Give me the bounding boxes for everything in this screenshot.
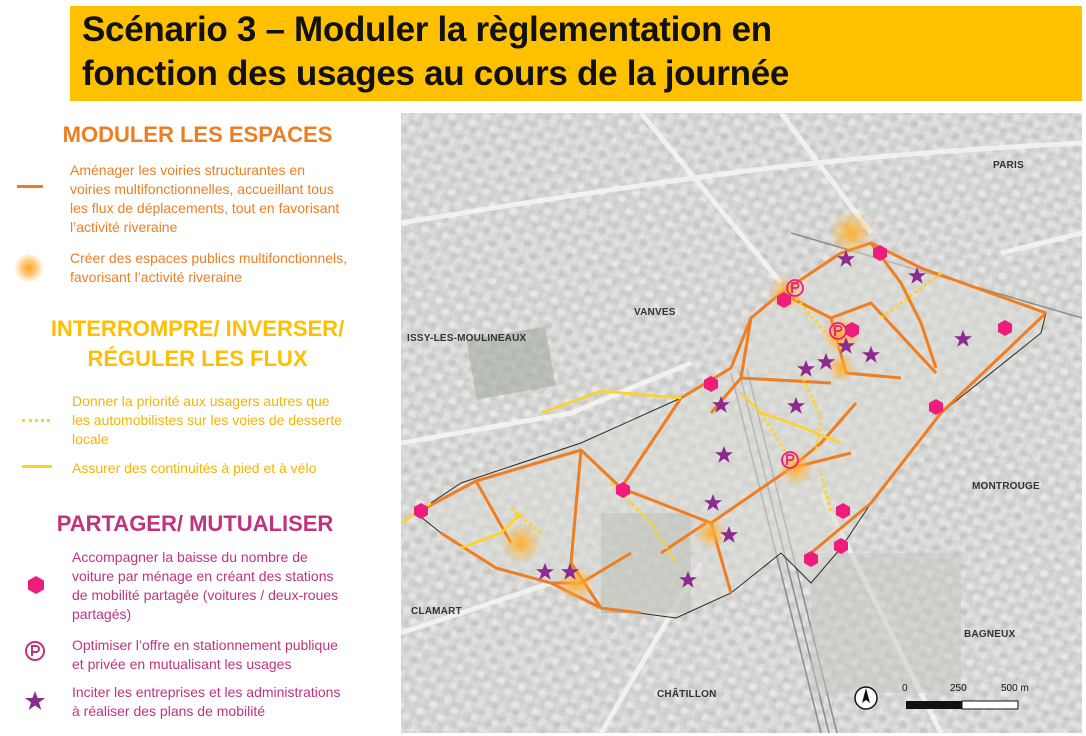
legend-heading-partager: PARTAGER/ MUTUALISER — [56, 511, 334, 536]
place-label-paris: PARIS — [993, 160, 1024, 171]
legend-heading-moduler: MODULER LES ESPACES — [62, 122, 333, 147]
scale-label-0: 0 — [902, 683, 908, 694]
parking-icon — [24, 640, 46, 662]
title-banner — [70, 6, 1082, 101]
north-arrow-icon — [855, 687, 877, 709]
legend-panel — [0, 110, 395, 736]
map-view[interactable] — [401, 113, 1082, 733]
orange-line-icon — [17, 185, 43, 188]
place-label-bagneux: BAGNEUX — [964, 629, 1016, 640]
legend-heading-interrompre-2: RÉGULER LES FLUX — [87, 346, 308, 371]
place-label-chatillon: CHÂTILLON — [657, 689, 717, 700]
purple-star-icon — [24, 690, 46, 712]
legend-item-mobilite-partagee: Accompagner la baisse du nombre de voiture par ménage en créant des stations de mobilité partagée (voitures / deux-roues partagés) — [72, 549, 339, 622]
yellow-dotted-line-icon — [22, 419, 50, 422]
page-title-line-2: fonction des usages au cours de la journée — [82, 54, 790, 93]
place-label-vanves: VANVES — [634, 307, 676, 318]
scale-label-250: 250 — [950, 683, 967, 694]
yellow-line-icon — [22, 465, 52, 468]
legend-item-plans-mobilite: Inciter les entreprises et les administrations à réaliser des plans de mobilité — [72, 684, 341, 719]
map-canvas — [401, 113, 1082, 733]
legend-item-espaces-publics: Créer des espaces publics multifonctionnels, favorisant l’activité riveraine — [70, 250, 348, 285]
place-label-issy: ISSY-LES-MOULINEAUX — [407, 333, 527, 344]
pink-hexagon-icon — [26, 575, 46, 595]
place-label-montrouge: MONTROUGE — [972, 481, 1040, 492]
legend-item-continuites: Assurer des continuités à pied et à vélo — [72, 460, 317, 476]
legend-item-voiries: Aménager les voiries structurantes en voiries multifonctionnelles, accueillant tous les flux de déplacements, tout en favorisant l’activité riveraine — [70, 162, 340, 235]
scale-label-500: 500 m — [1001, 683, 1029, 694]
legend-item-priorite: Donner la priorité aux usagers autres que les automobilistes sur les voies de desserte locale — [72, 393, 343, 447]
orange-glow-icon — [14, 253, 44, 283]
legend-item-stationnement: Optimiser l’offre en stationnement publique et privée en mutualisant les usages — [72, 637, 338, 672]
place-label-clamart: CLAMART — [411, 606, 462, 617]
page-title-line-1: Scénario 3 – Moduler la règlementation en — [82, 10, 772, 49]
legend-heading-interrompre-1: INTERROMPRE/ INVERSER/ — [50, 316, 345, 341]
